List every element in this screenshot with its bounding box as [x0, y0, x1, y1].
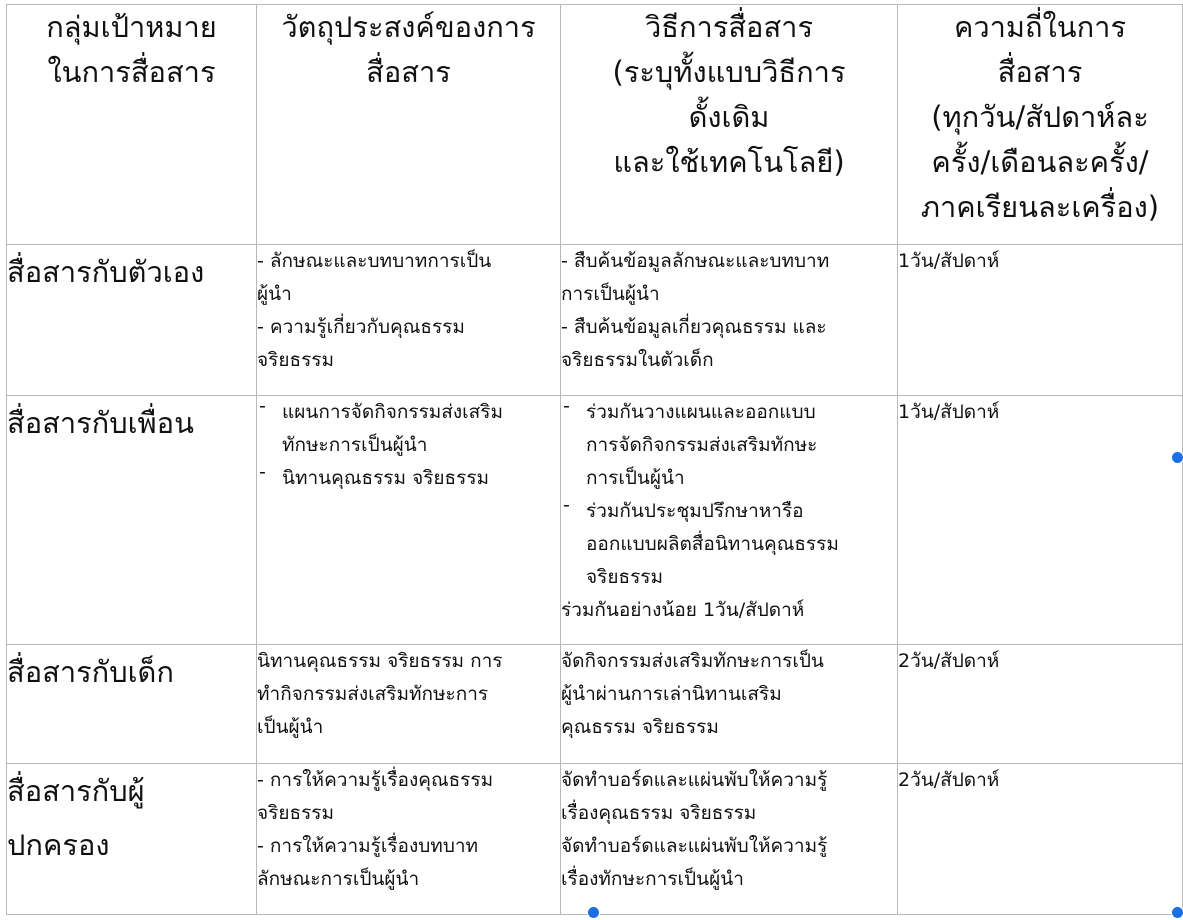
group-label: สื่อสารกับเพื่อน	[7, 406, 194, 440]
header-row	[7, 5, 1183, 245]
cell-text-line: จัดทำบอร์ดและแผ่นพับให้ความรู้	[561, 835, 828, 857]
cell-text-line: จริยธรรม	[257, 349, 335, 371]
cell-text-line: นิทานคุณธรรม จริยธรรม	[282, 467, 490, 489]
cell-text-line: ผู้นำ	[257, 283, 292, 305]
frequency-cell[interactable]	[898, 645, 1183, 764]
cell-text-line: แผนการจัดกิจกรรมส่งเสริม	[282, 401, 503, 423]
bullet-dash: -	[259, 395, 266, 417]
header-text-line: วัตถุประสงค์ของการ	[281, 10, 536, 44]
header-text-line: วิธีการสื่อสาร	[644, 10, 814, 44]
cell-text-line: - การให้ความรู้เรื่องคุณธรรม	[257, 769, 494, 791]
bullet-dash: -	[259, 461, 266, 483]
cell-text-line: การเป็นผู้นำ	[561, 283, 660, 305]
objective-cell[interactable]	[257, 645, 561, 764]
resize-handle-bottom[interactable]	[587, 906, 600, 919]
cell-text-line: จัดกิจกรรมส่งเสริมทักษะการเป็น	[561, 650, 824, 672]
method-cell[interactable]	[561, 764, 898, 915]
cell-text-line: - การให้ความรู้เรื่องบทบาท	[257, 835, 479, 857]
target-group-cell[interactable]	[7, 645, 257, 764]
cell-text-line: การจัดกิจกรรมส่งเสริมทักษะ	[586, 434, 818, 456]
cell-text-line: ลักษณะการเป็นผู้นำ	[257, 868, 420, 890]
frequency-value: 2วัน/สัปดาห์	[898, 650, 1000, 672]
objective-cell[interactable]	[257, 245, 561, 396]
bullet-dash: -	[563, 395, 570, 417]
header-text-line: ในการสื่อสาร	[47, 55, 216, 89]
cell-text-line: - ความรู้เกี่ยวกับคุณธรรม	[257, 316, 465, 338]
cell-text-line: เป็นผู้นำ	[257, 716, 324, 738]
target-group-cell[interactable]	[7, 245, 257, 396]
group-label: สื่อสารกับตัวเอง	[7, 255, 205, 289]
table-row	[7, 645, 1183, 764]
cell-text-line: นิทานคุณธรรม จริยธรรม การ	[257, 650, 503, 672]
frequency-value: 1วัน/สัปดาห์	[898, 250, 1000, 272]
cell-text-line: - ลักษณะและบทบาทการเป็น	[257, 250, 492, 272]
bullet-item	[561, 495, 897, 594]
cell-text-line: ร่วมกันวางแผนและออกแบบ	[586, 401, 816, 423]
header-method[interactable]	[561, 5, 898, 245]
group-label: สื่อสารกับผู้	[7, 774, 145, 808]
cell-text-line: - สืบค้นข้อมูลลักษณะและบทบาท	[561, 250, 830, 272]
bullet-item	[257, 396, 560, 462]
bullet-item	[257, 462, 560, 495]
header-text-line: ภาคเรียนละเครื่อง)	[920, 190, 1160, 224]
header-target-group[interactable]	[7, 5, 257, 245]
group-label: สื่อสารกับเด็ก	[7, 655, 174, 689]
frequency-cell[interactable]	[898, 396, 1183, 645]
header-text-line: และใช้เทคโนโลยี)	[613, 145, 845, 179]
cell-text-line: จริยธรรม	[586, 566, 664, 588]
header-text-line: ครั้ง/เดือนละครั้ง/	[931, 145, 1149, 179]
header-frequency[interactable]	[898, 5, 1183, 245]
cell-text-line: คุณธรรม จริยธรรม	[561, 716, 719, 738]
header-text-line: กลุ่มเป้าหมาย	[46, 10, 217, 44]
method-cell[interactable]	[561, 645, 898, 764]
table-row	[7, 396, 1183, 645]
header-objective[interactable]	[257, 5, 561, 245]
resize-handle-corner[interactable]	[1171, 906, 1183, 919]
cell-text-line: ทักษะการเป็นผู้นำ	[282, 434, 428, 456]
cell-text-line: ออกแบบผลิตสื่อนิทานคุณธรรม	[586, 533, 839, 555]
objective-cell[interactable]	[257, 396, 561, 645]
header-text-line: ความถี่ในการ	[953, 10, 1127, 44]
cell-text-line: เรื่องคุณธรรม จริยธรรม	[561, 802, 757, 824]
cell-text-line: ทำกิจกรรมส่งเสริมทักษะการ	[257, 683, 489, 705]
cell-text-line: จัดทำบอร์ดและแผ่นพับให้ความรู้	[561, 769, 828, 791]
group-label: ปกครอง	[7, 828, 110, 862]
table-row	[7, 245, 1183, 396]
bullet-item	[561, 396, 897, 495]
target-group-cell[interactable]	[7, 764, 257, 915]
frequency-value: 1วัน/สัปดาห์	[898, 401, 1000, 423]
method-cell[interactable]	[561, 245, 898, 396]
objective-cell[interactable]	[257, 764, 561, 915]
method-cell[interactable]	[561, 396, 898, 645]
cell-text-line: - สืบค้นข้อมูลเกี่ยวคุณธรรม และ	[561, 316, 827, 338]
frequency-cell[interactable]	[898, 764, 1183, 915]
cell-text-line: จริยธรรมในตัวเด็ก	[561, 349, 714, 371]
cell-text-line: จริยธรรม	[257, 802, 335, 824]
table-row	[7, 764, 1183, 915]
header-text-line: สื่อสาร	[366, 55, 451, 89]
communication-plan-table[interactable]	[6, 4, 1183, 915]
cell-text-line: เรื่องทักษะการเป็นผู้นำ	[561, 868, 744, 890]
frequency-cell[interactable]	[898, 245, 1183, 396]
header-text-line: สื่อสาร	[997, 55, 1083, 89]
header-text-line: (ทุกวัน/สัปดาห์ละ	[931, 100, 1149, 134]
header-text-line: ดั้งเดิม	[688, 100, 770, 134]
bullet-dash: -	[563, 494, 570, 516]
cell-text-line: การเป็นผู้นำ	[586, 467, 685, 489]
target-group-cell[interactable]	[7, 396, 257, 645]
frequency-value: 2วัน/สัปดาห์	[898, 769, 1000, 791]
resize-handle-right[interactable]	[1171, 451, 1183, 464]
cell-text-line: ผู้นำผ่านการเล่านิทานเสริม	[561, 683, 782, 705]
cell-text-line: ร่วมกันประชุมปรึกษาหารือ	[586, 500, 804, 522]
method-note: ร่วมกันอย่างน้อย 1วัน/สัปดาห์	[561, 599, 805, 621]
header-text-line: (ระบุทั้งแบบวิธีการ	[612, 55, 846, 89]
